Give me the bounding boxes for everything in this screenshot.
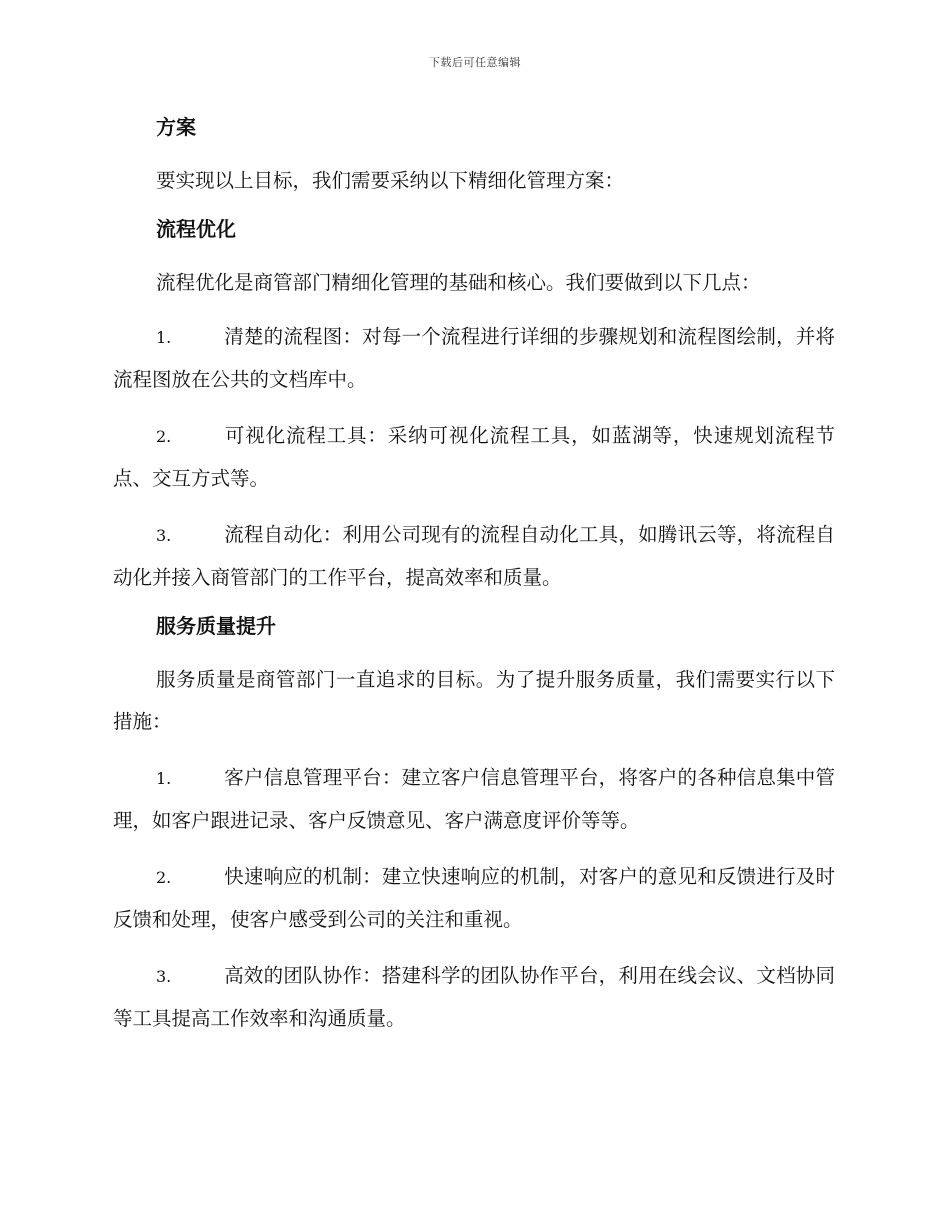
document-body: [113, 112, 835, 1040]
list-number: 3.: [156, 526, 172, 545]
plan-heading: 方案: [156, 115, 196, 139]
process-heading: 流程优化: [156, 217, 236, 241]
list-number: 2.: [156, 427, 172, 446]
process-item-1: [113, 316, 835, 401]
page-header: 下载后可任意编辑: [429, 56, 521, 69]
process-intro: 流程优化是商管部门精细化管理的基础和核心。我们要做到以下几点：: [156, 271, 761, 294]
list-number: 2.: [156, 868, 172, 887]
list-item-text: 清楚的流程图：对每一个流程进行详细的步骤规划和流程图绘制，并将流程图放在公共的文档库中。: [113, 325, 835, 391]
service-item-2: [113, 856, 835, 941]
plan-intro: 要实现以上目标，我们需要采纳以下精细化管理方案：: [156, 169, 625, 192]
list-item-text: 可视化流程工具：采纳可视化流程工具，如蓝湖等，快速规划流程节点、交互方式等。: [113, 424, 835, 490]
service-heading: 服务质量提升: [156, 614, 276, 638]
list-number: 1.: [156, 328, 172, 347]
list-item-text: 高效的团队协作：搭建科学的团队协作平台，利用在线会议、文档协同等工具提高工作效率和沟通质量。: [113, 964, 835, 1030]
list-item-text: 客户信息管理平台：建立客户信息管理平台，将客户的各种信息集中管理，如客户跟进记录、客户反馈意见、客户满意度评价等等。: [113, 766, 835, 832]
list-number: 3.: [156, 967, 172, 986]
service-item-3: [113, 955, 835, 1040]
process-item-3: [113, 514, 835, 599]
list-item-text: 流程自动化：利用公司现有的流程自动化工具，如腾讯云等，将流程自动化并接入商管部门的工作平台，提高效率和质量。: [113, 523, 835, 589]
process-item-2: [113, 415, 835, 500]
list-item-text: 快速响应的机制：建立快速响应的机制，对客户的意见和反馈进行及时反馈和处理，使客户感受到公司的关注和重视。: [113, 865, 835, 931]
service-intro: 服务质量是商管部门一直追求的目标。为了提升服务质量，我们需要实行以下措施：: [113, 668, 835, 733]
list-number: 1.: [156, 769, 172, 788]
service-item-1: [113, 757, 835, 842]
